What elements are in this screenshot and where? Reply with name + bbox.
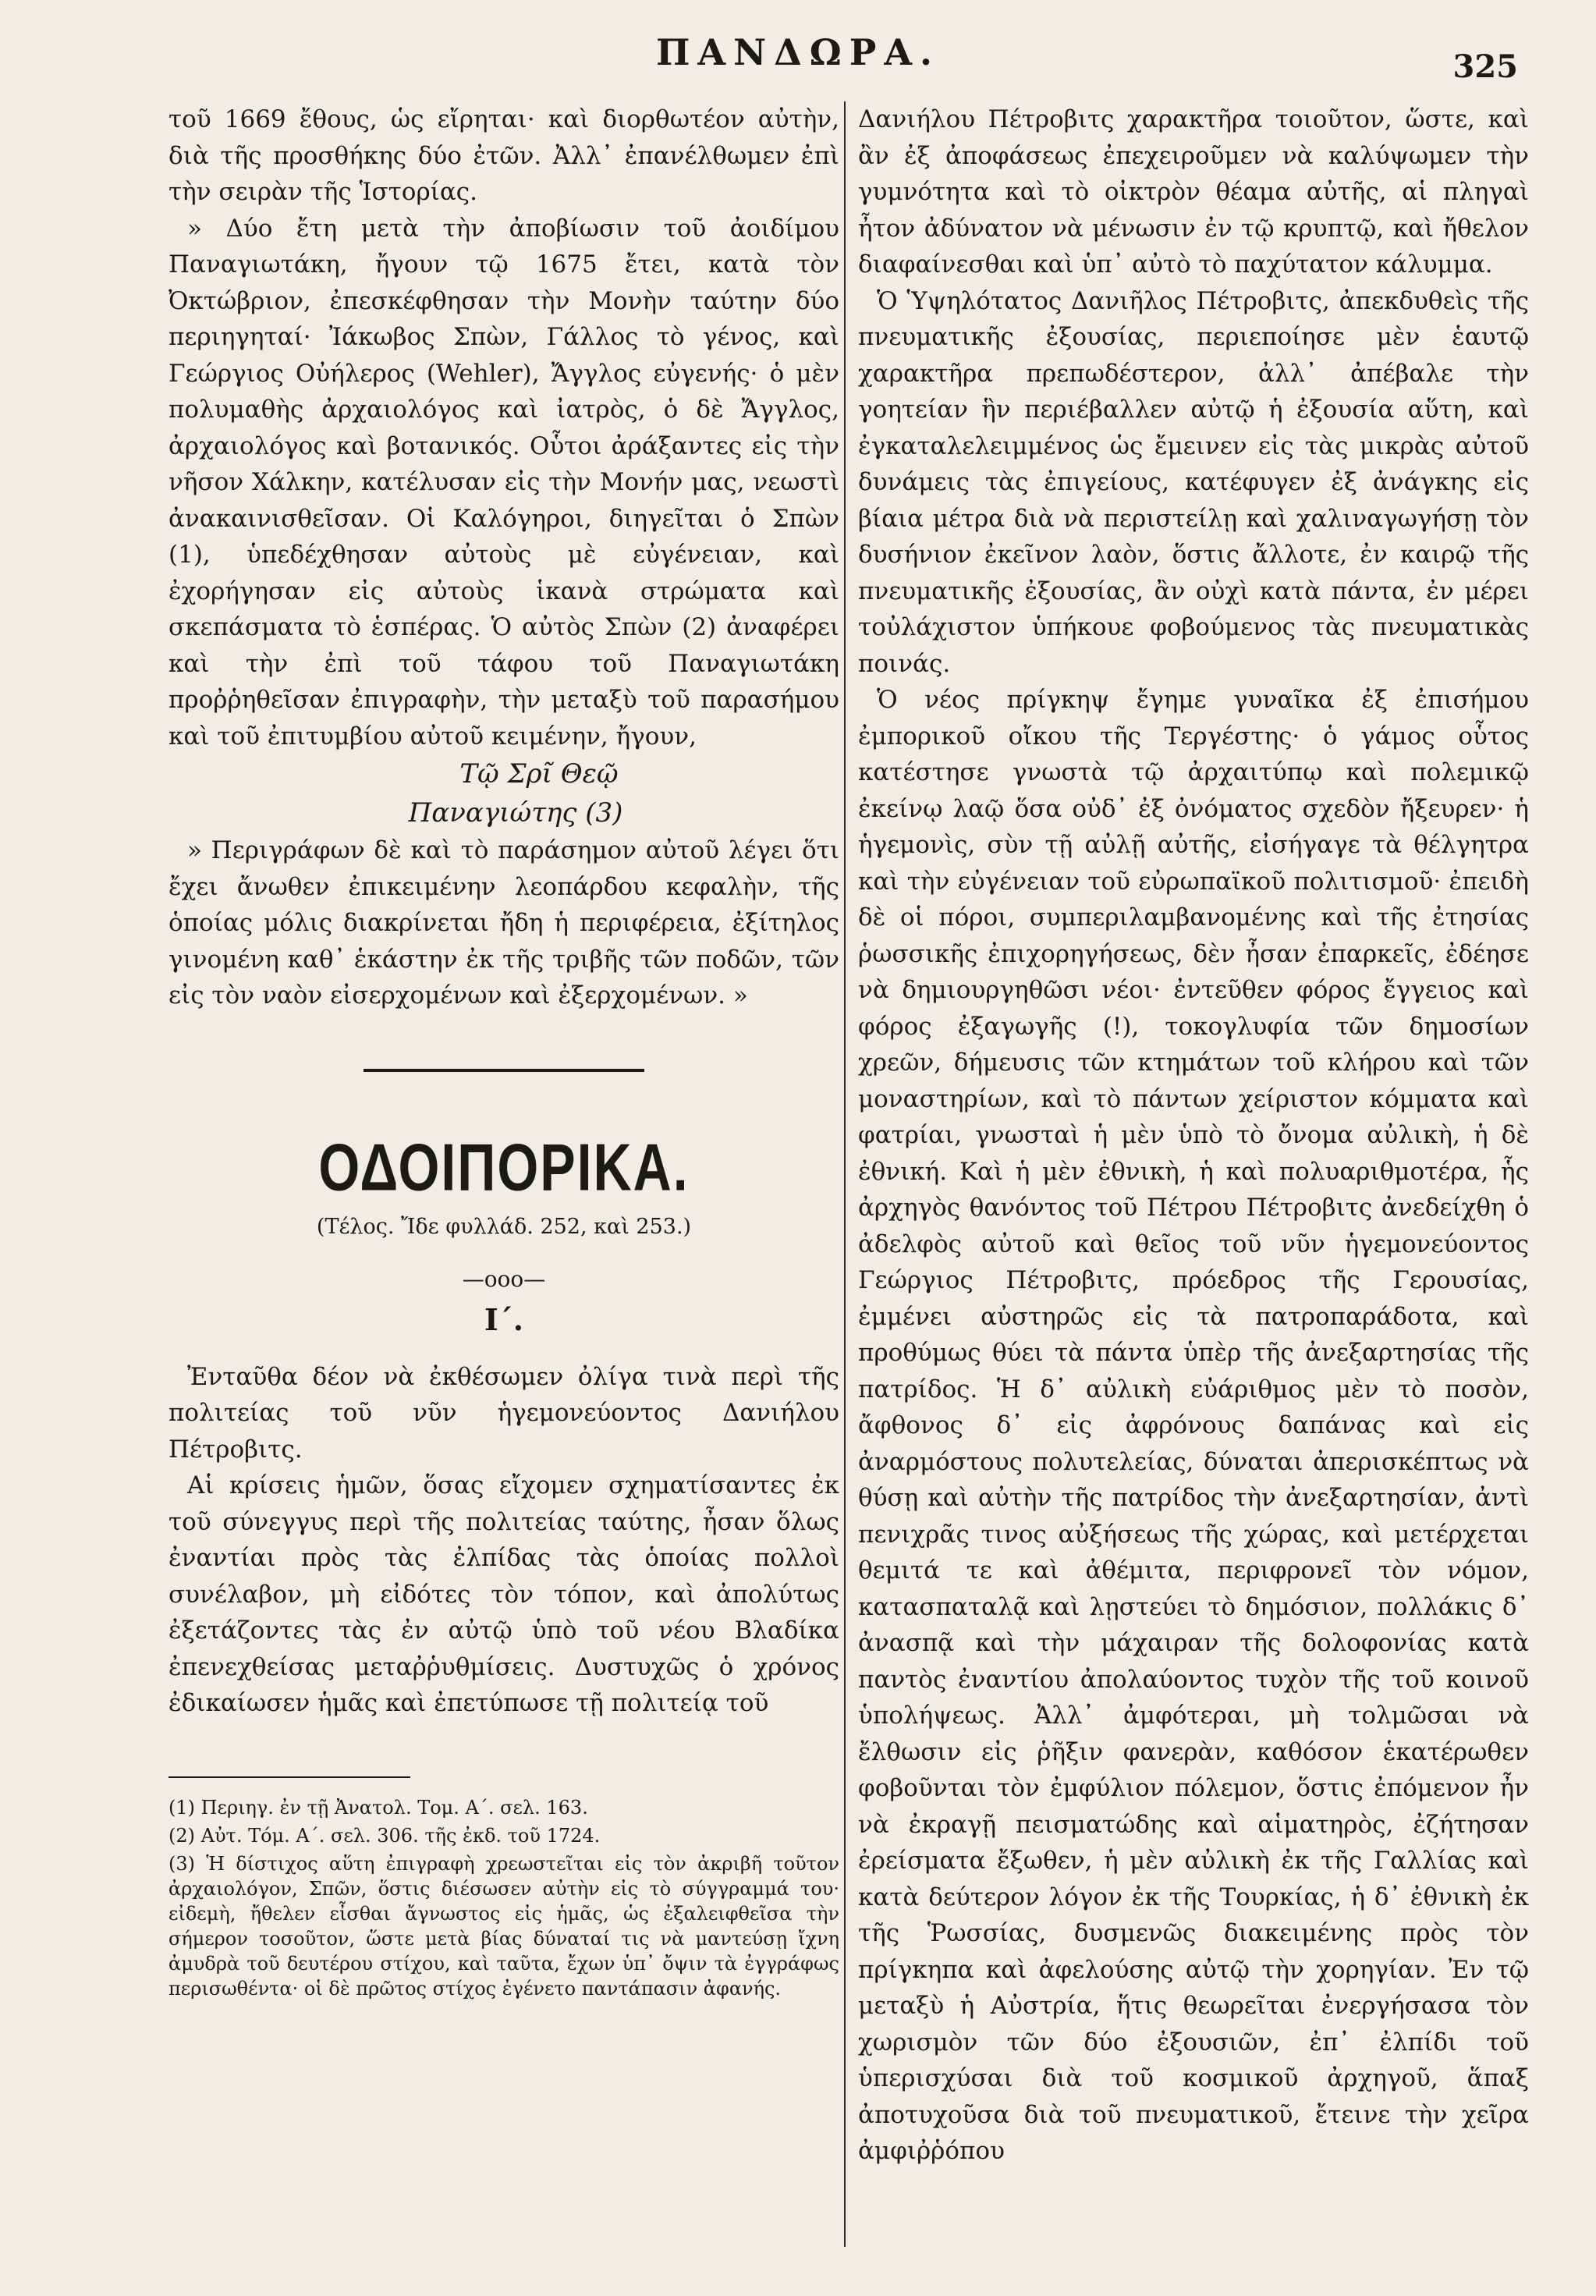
page-number: 325 bbox=[1452, 48, 1518, 85]
epitaph-line-1: Τῷ Σρῖ Θεῷ bbox=[459, 758, 619, 790]
column-divider bbox=[844, 101, 846, 2247]
footnote-divider bbox=[168, 1776, 410, 1778]
left-paragraph-4: Ἐνταῦθα δέον νὰ ἐκθέσωμεν ὀλίγα τινὰ περὶ τῆς πολιτείας τοῦ νῦν ἡγεμονεύοντος Δανιήλου Πέτροβιτς. bbox=[168, 1362, 839, 1464]
footnote-3: (3) Ἡ δίστιχος αὕτη ἐπιγραφὴ χρεωστεῖται εἰς τὸν ἀκριβῆ τοῦτον ἀρχαιολόγον, Σπῶν, ὅστις διέσωσεν αὐτὴν εἰς τὸ σύγγραμμά του· εἰδεμὴ, ἤθελεν εἶσθαι ἄγνωστος εἰς ἡμᾶς, ὡς ἐξαλειφθεῖσα τὴν σήμερον τοσοῦτον, ὥστε μετὰ βίας δύναταί τις νὰ μαντεύσῃ ἴχνη ἀμυδρὰ τοῦ δευτέρου στίχου, καὶ ταῦτα, ἔχων ὑπ᾿ ὄψιν τὰ ἐγγράφως περισωθέντα· οἱ δὲ πρῶτος στίχος ἐγένετο παντάπασιν ἀφανής. bbox=[168, 1852, 839, 2000]
footnote-1: (1) Περιηγ. ἐν τῇ Ἀνατολ. Τομ. Α΄. σελ. 163. bbox=[168, 1796, 588, 1819]
left-paragraph-1: τοῦ 1669 ἔθους, ὡς εἴρηται· καὶ διορθωτέον αὐτὴν, διὰ τῆς προσθήκης δύο ἐτῶν. Ἀλλ᾿ ἐπανέλθωμεν ἐπὶ τὴν σειρὰν τῆς Ἱστορίας. bbox=[168, 105, 839, 206]
right-paragraph-2: Ὁ Ὑψηλότατος Δανιῆλος Πέτροβιτς, ἀπεκδυθεὶς τῆς πνευματικῆς ἐξουσίας, περιεποίησε μὲν ἑαυτῷ χαρακτῆρα πρεπωδέστερον, ἀλλ᾿ ἀπέβαλε τὴν γοητείαν ἣν περιέβαλλεν αὐτῷ ἡ ἐξουσία αὕτη, καὶ ἐγκαταλελειμμένος ὡς ἔμεινεν εἰς τὰς μικρὰς αὐτοῦ δυνάμεις τὰς ἐπιγείους, κατέφυγεν ἐξ ἀνάγκης εἰς βίαια μέτρα διὰ νὰ περιστείλῃ καὶ χαλιναγωγήσῃ τὸν δυσήνιον ἐκεῖνον λαὸν, ὅστις ἄλλοτε, ἐν καιρῷ τῆς πνευματικῆς ἐξουσίας, ἂν οὐχὶ κατὰ πάντα, ἐν μέρει τοὐλάχιστον ὑπήκουε φοβούμενος τὰς πνευματικὰς ποινάς. bbox=[858, 286, 1529, 678]
section-divider bbox=[364, 1069, 644, 1072]
right-paragraph-1: Δανιήλου Πέτροβιτς χαρακτῆρα τοιοῦτον, ὥστε, καὶ ἂν ἐξ ἀποφάσεως ἐπεχειροῦμεν νὰ καλύψωμεν τὴν γυμνότητα καὶ τὸ οἰκτρὸν θέαμα αὐτῆς, αἱ πληγαὶ ἦτον ἀδύνατον νὰ μένωσιν ἐν τῷ κρυπτῷ, καὶ ἤθελον διαφαίνεσθαι καὶ ὑπ᾿ αὐτὸ τὸ παχύτατον κάλυμμα. bbox=[858, 105, 1529, 279]
left-column bbox=[168, 101, 839, 2004]
chapter-number: Ι΄. bbox=[484, 1302, 523, 1337]
left-paragraph-5: Αἱ κρίσεις ἡμῶν, ὅσας εἴχομεν σχηματίσαντες ἐκ τοῦ σύνεγγυς περὶ τῆς πολιτείας ταύτης, ἦσαν ὅλως ἐναντίαι πρὸς τὰς ἐλπίδας τὰς ὁποίας πολλοὶ συνέλαβον, μὴ εἰδότες τὸν τόπον, καὶ ἀπολύτως ἐξετάζοντες τὰς ἐν αὐτῷ ὑπὸ τοῦ νέου Βλαδίκα ἐπενεχθείσας μεταῤῥυθμίσεις. Δυστυχῶς ὁ χρόνος ἐδικαίωσεν ἡμᾶς καὶ ἐπετύπωσε τῇ πολιτείᾳ τοῦ bbox=[168, 1471, 839, 1717]
ornament: —ooo— bbox=[462, 1265, 546, 1292]
left-paragraph-2: » Δύο ἔτη μετὰ τὴν ἀποβίωσιν τοῦ ἀοιδίμου Παναγιωτάκη, ἤγουν τῷ 1675 ἔτει, κατὰ τὸν Ὀκτώβριον, ἐπεσκέφθησαν τὴν Μονὴν ταύτην δύο περιηγηταί· Ἰάκωβος Σπὼν, Γάλλος τὸ γένος, καὶ Γεώργιος Οὐήλερος (Wehler), Ἄγγλος εὐγενής· ὁ μὲν πολυμαθὴς ἀρχαιολόγος καὶ ἰατρὸς, ὁ δὲ Ἄγγλος, ἀρχαιολόγος καὶ βοτανικός. Οὗτοι ἀράξαντες εἰς τὴν νῆσον Χάλκην, κατέλυσαν εἰς τὴν Μονήν μας, νεωστὶ ἀνακαινισθεῖσαν. Οἱ Καλόγηροι, διηγεῖται ὁ Σπὼν (1), ὑπεδέχθησαν αὐτοὺς μὲ εὐγένειαν, καὶ ἐχορήγησαν εἰς αὐτοὺς ἱκανὰ στρώματα καὶ σκεπάσματα τὸ ἑσπέρας. Ὁ αὐτὸς Σπὼν (2) ἀναφέρει καὶ τὴν ἐπὶ τοῦ τάφου τοῦ Παναγιωτάκη προῤῥηθεῖσαν ἐπιγραφὴν, τὴν μεταξὺ τοῦ παρασήμου καὶ τοῦ ἐπιτυμβίου αὐτοῦ κειμένην, ἤγουν, bbox=[168, 214, 839, 751]
right-column bbox=[858, 101, 1529, 2170]
footnotes bbox=[168, 1795, 839, 2001]
section-heading: ΟΔΟΙΠΟΡΙΚΑ. bbox=[318, 1130, 690, 1205]
page-title: ΠΑΝΔΩΡΑ. bbox=[655, 31, 941, 73]
footnote-2: (2) Αὐτ. Τόμ. Α΄. σελ. 306. τῆς ἐκδ. τοῦ 1724. bbox=[168, 1824, 601, 1847]
left-paragraph-3: » Περιγράφων δὲ καὶ τὸ παράσημον αὐτοῦ λέγει ὅτι ἔχει ἄνωθεν ἐπικειμένην λεοπάρδου κεφαλὴν, τῆς ὁποίας μόλις διακρίνεται ἤδη ἡ περιφέρεια, ἐξίτηλος γινομένη καθ᾿ ἑκάστην ἐκ τῆς τριβῆς τῶν ποδῶν, τῶν εἰς τὸν ναὸν εἰσερχομένων καὶ ἐξερχομένων. » bbox=[168, 836, 839, 1010]
section-note: (Τέλος. Ἴδε φυλλάδ. 252, καὶ 253.) bbox=[316, 1215, 692, 1239]
right-paragraph-3: Ὁ νέος πρίγκηψ ἔγημε γυναῖκα ἐξ ἐπισήμου ἐμπορικοῦ οἴκου τῆς Τεργέστης· ὁ γάμος οὗτος κατέστησε γνωστὰ τῷ ἀρχαιτύπῳ καὶ πολεμικῷ ἐκείνῳ λαῷ ὅσα οὐδ᾿ ἐξ ὀνόματος σχεδὸν ἤξευρεν· ἡ ἡγεμονὶς, σὺν τῇ αὐλῇ αὐτῆς, εἰσήγαγε τὰ θέλγητρα καὶ τὴν εὐγένειαν τοῦ εὐρωπαϊκοῦ πολιτισμοῦ· ἐπειδὴ δὲ οἱ πόροι, συμπεριλαμβανομένης καὶ τῆς ἐτησίας ῥωσσικῆς ἐπιχορηγήσεως, δὲν ἦσαν ἐπαρκεῖς, ἐδέησε νὰ δημιουργηθῶσι νέοι· ἐντεῦθεν φόρος ἔγγειος καὶ φόρος ἐξαγωγῆς (!), τοκογλυφία τῶν δημοσίων χρεῶν, δήμευσις τῶν κτημάτων τοῦ κλήρου καὶ τῶν μοναστηρίων, καὶ τὸ πάντων χείριστον κόμματα καὶ φατρίαι, γνωσταὶ ἡ μὲν ὑπὸ τὸ ὄνομα αὐλικὴ, ἡ δὲ ἐθνική. Καὶ ἡ μὲν ἐθνικὴ, ἡ καὶ πολυαριθμοτέρα, ἧς ἀρχηγὸς θανόντος τοῦ Πέτρου Πέτροβιτς ἀνεδείχθη ὁ ἀδελφὸς αὐτοῦ καὶ θεῖος τοῦ νῦν ἡγεμονεύοντος Γεώργιος Πέτροβιτς, πρόεδρος τῆς Γερουσίας, ἐμμένει αὐστηρῶς εἰς τὰ πατροπαράδοτα, καὶ προθύμως θύει τὰ πάντα ὑπὲρ τῆς ἀνεξαρτησίας τῆς πατρίδος. Ἡ δ᾿ αὐλικὴ εὐάριθμος μὲν τὸ ποσὸν, ἄφθονος δ᾿ εἰς ἀφρόνους δαπάνας καὶ εἰς ἀναρμόστους πολυτελείας, δύναται ἀπερισκέπτως νὰ θύσῃ καὶ αὐτὴν τῆς πατρίδος τὴν ἀνεξαρτησίαν, ἀντὶ πενιχρᾶς τινος αὐξήσεως τῆς χώρας, καὶ μετέρχεται θεμιτά τε καὶ ἀθέμιτα, περιφρονεῖ τὸν νόμον, κατασπαταλᾷ καὶ λῃστεύει τὸ δημόσιον, πολλάκις δ᾿ ἀνασπᾷ καὶ τὴν μάχαιραν τῆς δολοφονίας κατὰ παντὸς ἐναντίου ἀπολαύοντος τυχὸν τῆς τοῦ κοινοῦ ὑπολήψεως. Ἀλλ᾿ ἀμφότεραι, μὴ τολμῶσαι νὰ ἔλθωσιν εἰς ῥῆξιν φανερὰν, καθόσον ἑκατέρωθεν φοβοῦνται τὸν ἐμφύλιον πόλεμον, ὅστις ἐπόμενον ἦν νὰ ἐκραγῇ πεισματώδης καὶ αἱματηρὸς, ἐζήτησαν ἐρείσματα ἔξωθεν, ἡ μὲν αὐλικὴ ἐκ τῆς Γαλλίας καὶ κατὰ δεύτερον λόγον ἐκ τῆς Τουρκίας, ἡ δ᾿ ἐθνικὴ ἐκ τῆς Ῥωσσίας, δυσμενῶς διακειμένης πρὸς τὸν πρίγκηπα καὶ ἀφελούσης αὐτῷ τὴν χορηγίαν. Ἐν τῷ μεταξὺ ἡ Αὐστρία, ἥτις θεωρεῖται ἐνεργήσασα τὸν χωρισμὸν τῶν δύο ἐξουσιῶν, ἐπ᾿ ἐλπίδι τοῦ ὑπερισχύσαι διὰ τοῦ κοσμικοῦ ἀρχηγοῦ, ἅπαξ ἀποτυχοῦσα διὰ τοῦ πνευματικοῦ, ἔτεινε τὴν χεῖρα ἀμφιῤῥόπου bbox=[858, 686, 1529, 2165]
epitaph-line-2: Παναγιώτης (3) bbox=[408, 797, 623, 829]
